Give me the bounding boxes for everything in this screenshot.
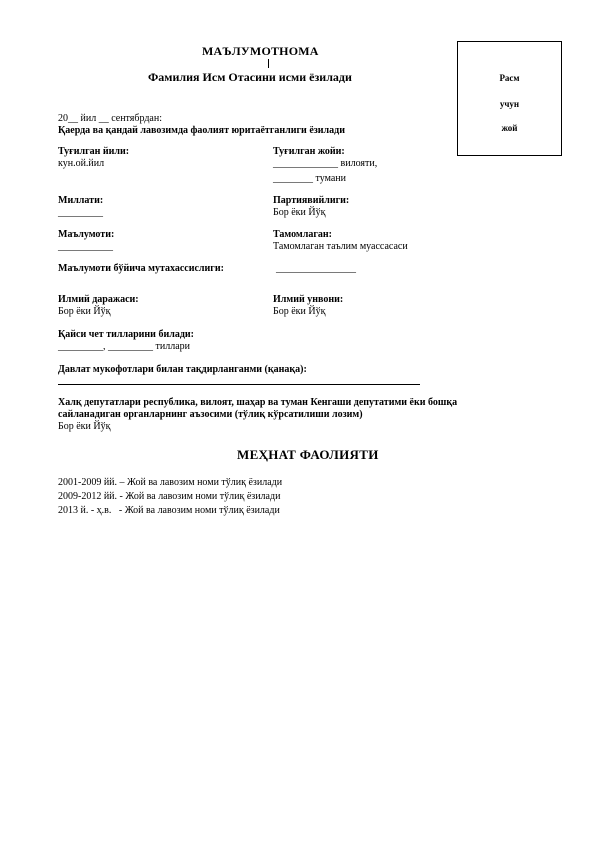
work-entry: 2009-2012 йй. - Жой ва лавозим номи тўлиқ ёзилади [58, 491, 281, 502]
work-entry: 2013 й. - ҳ.в. - Жой ва лавозим номи тўлиқ ёзилади [58, 505, 280, 516]
nationality-value: _________ [58, 207, 103, 218]
photo-box-line3: жой [501, 123, 518, 133]
languages-label: Қайси чет тилларини билади: [58, 329, 194, 340]
academic-degree-value: Бор ёки Йўқ [58, 306, 111, 317]
deputy-label-line2: сайланадиган органларнинг аъзосими (тўлиқ кўрсатилиши лозим) [58, 409, 363, 420]
document-title: МАЪЛУМОТНОМА [202, 44, 319, 58]
graduated-label: Тамомлаган: [273, 229, 332, 240]
work-entry: 2001-2009 йй. – Жой ва лавозим номи тўлиқ ёзилади [58, 477, 283, 488]
birth-place-label: Туғилган жойи: [273, 146, 345, 157]
text-cursor [268, 59, 269, 68]
photo-box-line1: Расм [499, 73, 520, 83]
birth-year-value: кун.ой.йил [58, 158, 105, 169]
current-position-line: Қаерда ва қандай лавозимда фаолият юритаётганлиги ёзилади [58, 125, 345, 136]
languages-value: _________, _________ тиллари [58, 341, 190, 352]
awards-label: Давлат мукофотлари билан тақдирланганми (қанақа): [58, 364, 307, 375]
awards-fill-line [58, 384, 420, 385]
birth-place-district: ________ тумани [273, 173, 347, 184]
photo-placeholder-box [457, 41, 562, 156]
deputy-label-line1: Халқ депутатлари республика, вилоят, шаҳар ва туман Кенгаши депутатими ёки бошқа [58, 397, 458, 408]
education-label: Маълумоти: [58, 229, 115, 240]
birth-year-label: Туғилган йили: [58, 146, 130, 157]
nationality-label: Миллати: [58, 195, 104, 206]
specialty-label: Маълумоти бўйича мутахассислиги: [58, 263, 224, 274]
photo-box-line2: учун [499, 99, 520, 109]
work-history-heading: МЕҲНАТ ФАОЛИЯТИ [237, 447, 379, 462]
document-subtitle: Фамилия Исм Отасини исми ёзилади [148, 70, 352, 84]
birth-place-region: _____________ вилояти, [273, 158, 378, 169]
party-label: Партиявийлиги: [273, 195, 350, 206]
specialty-value: ________________ [276, 263, 356, 274]
academic-title-value: Бор ёки Йўқ [273, 306, 326, 317]
academic-degree-label: Илмий даражаси: [58, 294, 139, 305]
party-value: Бор ёки Йўқ [273, 207, 326, 218]
academic-title-label: Илмий унвони: [273, 294, 344, 305]
education-value: ___________ [58, 241, 113, 252]
graduated-value: Тамомлаган таълим муассасаси [273, 241, 408, 252]
date-line: 20__ йил __ сентябрдан: [58, 113, 162, 124]
deputy-value: Бор ёки Йўқ [58, 421, 111, 432]
